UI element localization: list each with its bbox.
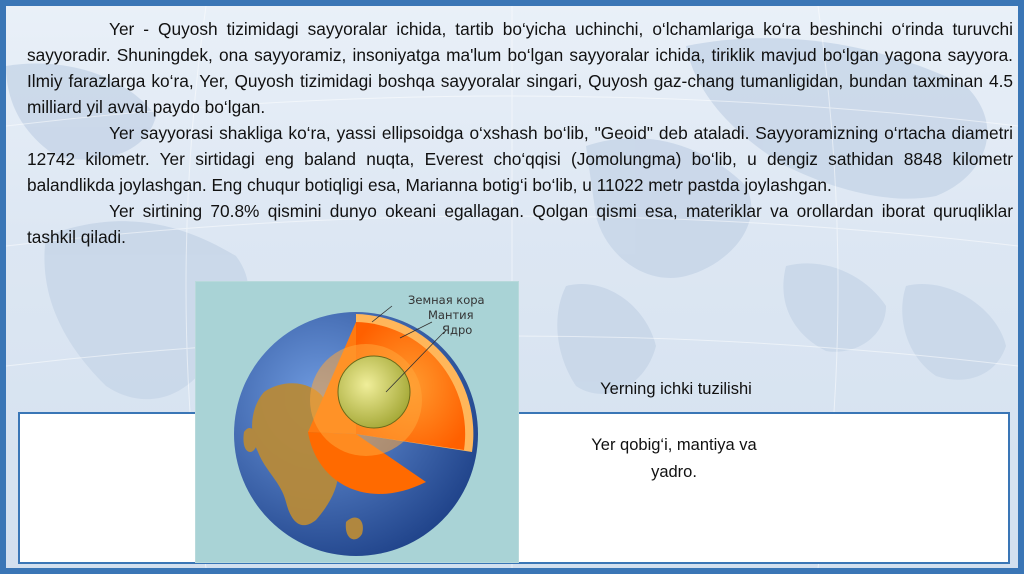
paragraph-1: Yer - Quyosh tizimidagi sayyoralar ichida, tartib bo‘yicha uchinchi, o‘lchamlariga ko‘ra beshinchi o‘rinda turuvchi sayyoradir. Shuningdek, ona sayyoramiz, insoniyatga ma'lum bo‘lgan sayyoralar ichida, tiriklik mavjud bo‘lgan yagona sayyora. Ilmiy farazlarga ko‘ra, Yer, Quyosh tizimidagi boshqa sayyoralar singari, Quyosh gaz-chang tumanligidan, bundan taxminan 4.5 milliard yil avval paydo bo‘lgan. <box>27 19 1013 117</box>
caption-title: Yerning ichki tuzilishi <box>600 380 752 398</box>
label-crust: Земная кора <box>408 293 485 307</box>
earth-cutaway-illustration <box>196 282 518 562</box>
earth-structure-figure <box>196 282 518 562</box>
caption-line-2: yadro. <box>651 463 697 481</box>
caption-description <box>566 432 782 486</box>
main-text <box>27 16 1013 250</box>
label-mantle: Мантия <box>428 308 474 322</box>
paragraph-2: Yer sayyorasi shakliga ko‘ra, yassi ellipsoidga o‘xshash bo‘lib, "Geoid" deb ataladi. Sayyoramizning o‘rtacha diametri 12742 kilometr. Yer sirtidagi eng baland nuqta, Everest cho‘qqisi (Jomolungma) bo‘lib, u dengiz sathidan 8848 kilometr balandlikda joylashgan. Eng chuqur botiqligi esa, Marianna botig‘i bo‘lib, u 11022 metr pastda joylashgan. <box>27 123 1013 195</box>
caption-line-1: Yer qobig‘i, mantiya va <box>591 436 757 454</box>
label-core: Ядро <box>442 323 473 337</box>
paragraph-3: Yer sirtining 70.8% qismini dunyo okeani egallagan. Qolgan qismi esa, materiklar va orollardan iborat quruqliklar tashkil qiladi. <box>27 201 1013 247</box>
core-layer <box>338 356 410 428</box>
